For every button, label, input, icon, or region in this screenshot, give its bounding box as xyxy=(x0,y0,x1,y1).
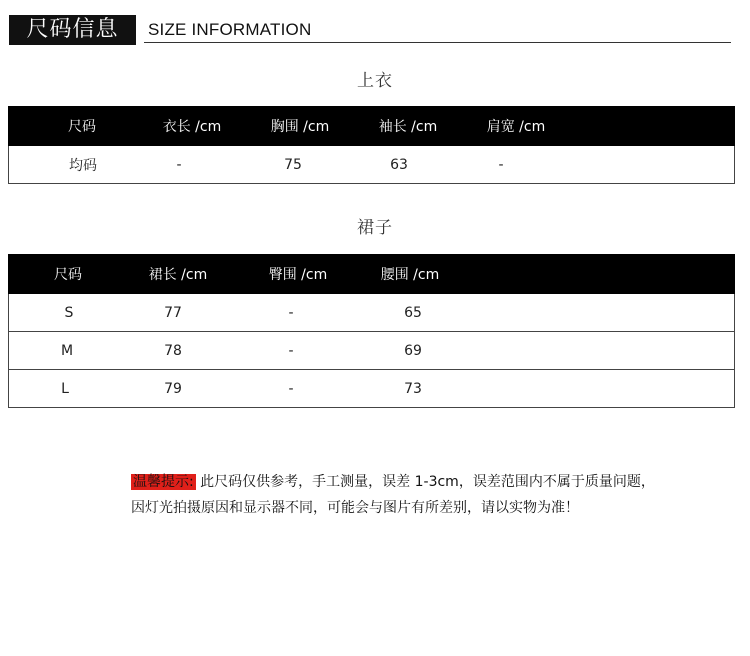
top-cell-shoulder: - xyxy=(498,156,504,173)
notice-tag: 温馨提示: xyxy=(133,474,194,490)
skirt-cell-length: 78 xyxy=(164,342,182,359)
size-info-tag: 尺码信息 xyxy=(9,15,136,45)
skirt-cell-hip: - xyxy=(288,380,294,397)
top-col-chest: 胸围 /cm xyxy=(270,119,330,135)
header-divider xyxy=(144,42,731,43)
measurement-notice xyxy=(131,469,655,521)
size-info-title: SIZE INFORMATION xyxy=(148,20,312,39)
skirt-cell-length: 77 xyxy=(164,304,182,321)
top-col-size: 尺码 xyxy=(68,119,96,135)
notice-text-1: 此尺码仅供参考，手工测量，误差 1-3cm，误差范围内不属于质量问题， xyxy=(200,474,655,490)
skirt-cell-size: L xyxy=(61,380,69,397)
skirt-size-table xyxy=(8,254,735,408)
skirt-cell-hip: - xyxy=(288,304,294,321)
skirt-cell-waist: 65 xyxy=(404,304,422,321)
table-row xyxy=(8,294,735,332)
skirt-cell-size: M xyxy=(60,342,74,359)
skirt-section-title: 裙子 xyxy=(357,218,393,238)
skirt-cell-waist: 73 xyxy=(404,380,422,397)
top-col-shoulder: 肩宽 /cm xyxy=(486,119,546,135)
skirt-col-waist: 腰围 /cm xyxy=(380,267,440,283)
top-size-table xyxy=(8,106,735,184)
top-col-length: 衣长 /cm xyxy=(162,119,222,135)
skirt-cell-hip: - xyxy=(288,342,294,359)
notice-line-2 xyxy=(131,495,655,521)
top-cell-sleeve: 63 xyxy=(390,156,408,173)
skirt-table-header xyxy=(8,254,735,294)
skirt-col-size: 尺码 xyxy=(54,267,82,283)
notice-text-2: 因灯光拍摄原因和显示器不同，可能会与图片有所差别，请以实物为准！ xyxy=(131,500,579,516)
skirt-col-length: 裙长 /cm xyxy=(148,267,208,283)
top-cell-size: 均码 xyxy=(69,157,97,174)
table-row xyxy=(8,332,735,370)
top-section-title: 上衣 xyxy=(357,71,393,91)
table-row xyxy=(8,370,735,408)
top-table-header xyxy=(8,106,735,146)
skirt-col-hip: 臀围 /cm xyxy=(268,267,328,283)
table-row xyxy=(8,146,735,184)
notice-line-1 xyxy=(131,469,655,495)
top-col-sleeve: 袖长 /cm xyxy=(378,119,438,135)
skirt-cell-size: S xyxy=(64,304,74,321)
top-cell-chest: 75 xyxy=(284,156,302,173)
top-cell-length: - xyxy=(176,156,182,173)
skirt-cell-waist: 69 xyxy=(404,342,422,359)
skirt-cell-length: 79 xyxy=(164,380,182,397)
